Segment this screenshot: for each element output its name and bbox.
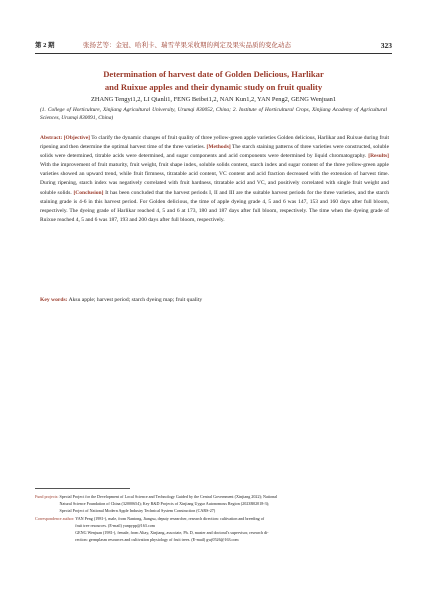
keywords-label: Key words: bbox=[40, 297, 68, 303]
footnote-line: YAN Peng (1981-), male, from Nantong, Jiangsu, deputy researcher, research direction: cultivation and breeding of bbox=[75, 516, 265, 522]
results-text: With the improvement of fruit maturity, fruit weight, fruit shape index, soluble solids content, starch index and sugar content of the three yellow-green apple varieties showed an upward trend, while fruit firmness, titratable acid content, VC content and acid fraction decreased with the extension of harvest time. During ripening, starch index was negatively correlated with fruit hardness, titratable acid and VC, and positively correlated with single fruit weight and soluble solids. bbox=[40, 162, 389, 196]
title-line: Determination of harvest date of Golden Delicious, Harlikar bbox=[103, 69, 324, 79]
correspondence-lines bbox=[75, 516, 392, 544]
page-number: 323 bbox=[380, 41, 392, 50]
issue-number: 第 2 期 bbox=[35, 42, 55, 49]
methods-text: The starch staining patterns of three varieties were constructed, soluble solids were determined, titrable acids were determined, and sugar components and acid components were determined by liquid chromatography. bbox=[40, 144, 390, 160]
footnote-line: Special Project of National Modern Apple Industry Technical System Construction (CARS-27) bbox=[59, 507, 216, 513]
correspondence-note bbox=[35, 516, 392, 544]
keywords-text: Aksu apple; harvest period; starch dyeing map; fruit quality bbox=[68, 297, 203, 303]
abstract bbox=[40, 134, 389, 225]
running-head-title: 张扬艺等：金冠、哈利卡、瑞雪苹果采收期的判定及果实品质的变化动态 bbox=[83, 42, 291, 49]
fund-projects-note bbox=[35, 494, 392, 515]
footnote-line: Special Project for the Development of Local Science and Technology Guided by the Central Government (Xinjiang 2022); National bbox=[59, 494, 278, 499]
affiliations: (1. College of Horticulture, Xinjiang Agricultural University, Urumqi 830052, China; 2. Institute of Horticultural Crops, Xinjiang Academy of Agricultural Sciences, Urumqi 830091, China) bbox=[40, 107, 387, 121]
abstract-label: Abstract: bbox=[40, 135, 63, 141]
objective-text: To clarify the dynamic changes of fruit quality of three yellow-green apple varieties Golden delicious, Harlikar and Ruixue during fruit ripening and then determine the optimal harvest time of the three varieties. bbox=[40, 135, 389, 151]
footnotes bbox=[35, 494, 392, 545]
footnote-rule bbox=[35, 488, 130, 489]
results-label: [Results] bbox=[368, 153, 390, 160]
correspondence-label: Correspondence author: bbox=[35, 516, 75, 522]
article-title bbox=[40, 68, 387, 94]
keywords bbox=[40, 296, 389, 305]
author-list: ZHANG Tengyi1,2, LI Qianli1, FENG Beibei1,2, NAN Kun1,2, YAN Peng2, GENG Wenjuan1 bbox=[90, 96, 337, 103]
fund-projects-label: Fund projects: bbox=[35, 494, 59, 499]
footnote-line: fruit tree resources. (E-mail) yanpypp@163.com bbox=[75, 523, 155, 529]
fund-projects-lines bbox=[60, 494, 392, 515]
methods-label: [Methods] bbox=[206, 144, 231, 151]
conclusion-text: It has been concluded that the harvest periods I, II and III are the suitable harvest periods for the three varieties, and the starch staining grade is 4-6 in this harvest period. For Golden delicious, the time of apple dyeing grade 4, 5 and 6 was 147, 153 and 160 days after full bloom, respectively. The dyeing grade of Harlikar reached 4, 5 and 6 at 173, 180 and 187 days after full bloom, respectively. The time when the dyeing grade of Ruixue reached 4, 5 and 6 was 187, 193 and 200 days after full bloom, respectively. bbox=[40, 189, 390, 223]
objective-label: [Objective] bbox=[63, 135, 90, 141]
footnote-line: Natural Science Foundation of China (32000654); Key R&D Projects of Xinjiang Uygur Autonomous Region (2023B02018-3); bbox=[59, 500, 270, 506]
title-line: and Ruixue apples and their dynamic study on fruit quality bbox=[104, 82, 323, 92]
conclusion-label: [Conclusion] bbox=[73, 189, 104, 196]
running-head bbox=[35, 40, 392, 52]
footnote-line: GENG Wenjuan (1981-), female, from Altay, Xinjiang, associate, Ph. D, master and doctoral's supervisor, research di- bbox=[75, 530, 269, 536]
footnote-line: rection: germplasm resources and cultivation physiology of fruit trees. (E-mail) gwj0526@163.com bbox=[75, 536, 239, 542]
header-rule bbox=[35, 53, 392, 54]
